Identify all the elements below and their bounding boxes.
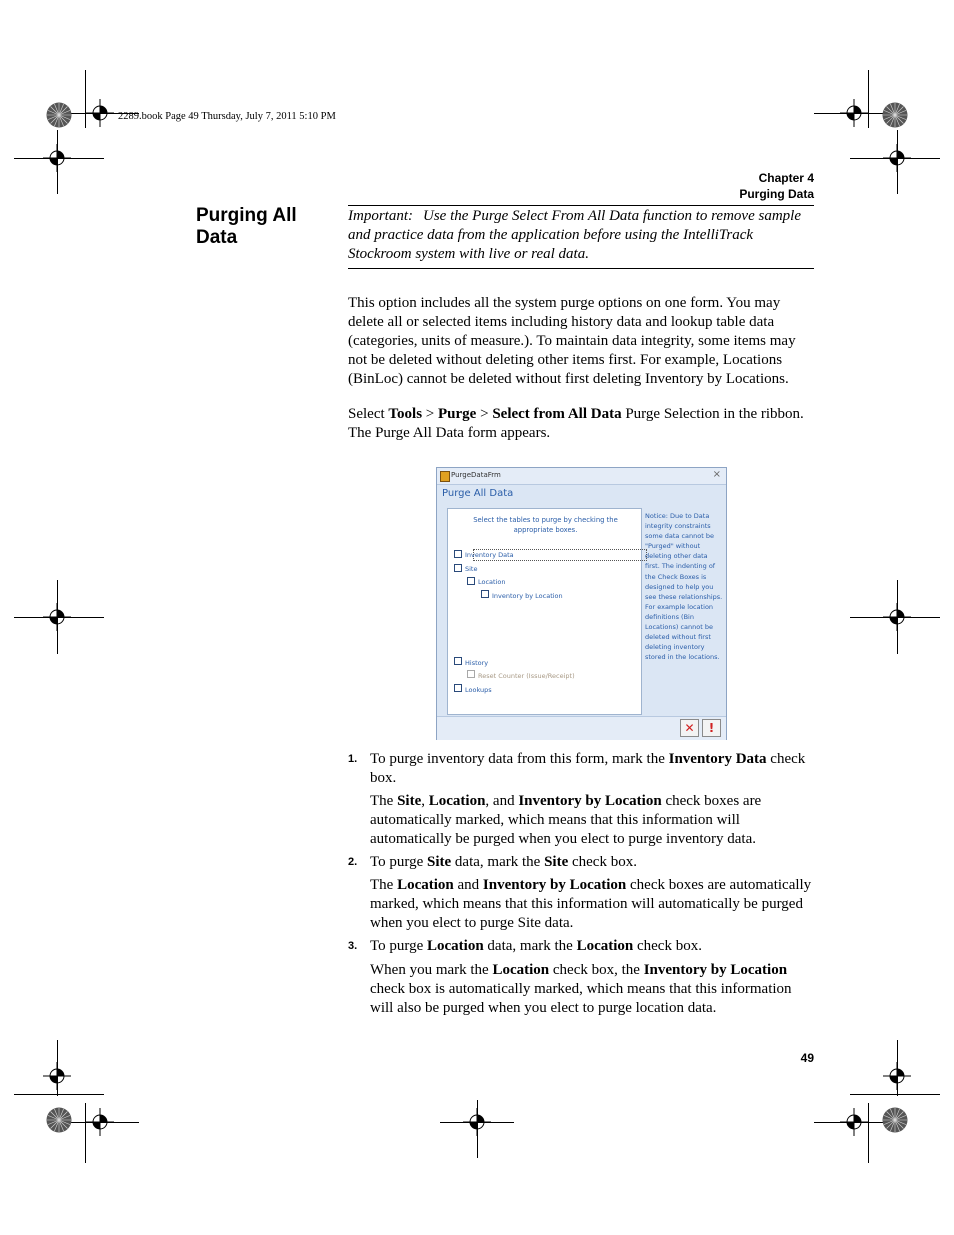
inventory-by-location-checkbox[interactable] xyxy=(481,590,489,598)
registration-mark-icon xyxy=(86,99,114,127)
app-icon xyxy=(440,471,450,482)
registration-mark-icon xyxy=(883,1062,911,1090)
important-label: Important: xyxy=(348,208,413,224)
header-rule xyxy=(348,205,814,206)
step-1-number: 1. xyxy=(348,753,358,765)
step-1-note: The Site, Location, and Inventory by Location check boxes are automatically marked, which means that this information will automatically be purged when you elect to purge inventory data. xyxy=(370,793,762,847)
step-1-text: To purge inventory data from this form, mark the Inventory Data check box. xyxy=(370,751,806,786)
close-icon[interactable]: × xyxy=(712,469,721,480)
running-head-section: Purging Data xyxy=(739,187,814,201)
color-target-icon xyxy=(882,1107,908,1133)
location-checkbox[interactable] xyxy=(467,577,475,585)
page-number: 49 xyxy=(800,1051,814,1065)
location-label: Location xyxy=(478,578,506,586)
registration-mark-icon xyxy=(43,603,71,631)
cancel-button[interactable]: ✕ xyxy=(680,719,699,737)
registration-mark-icon xyxy=(86,1108,114,1136)
history-checkbox[interactable] xyxy=(454,657,462,665)
inventory-by-location-label: Inventory by Location xyxy=(492,592,563,600)
print-slug: 2289.book Page 49 Thursday, July 7, 2011 5:10 PM xyxy=(118,111,336,122)
registration-mark-icon xyxy=(43,1062,71,1090)
running-head-chapter: Chapter 4 xyxy=(758,171,814,185)
step-3-number: 3. xyxy=(348,940,358,952)
menu-path-purge: Purge xyxy=(438,406,477,422)
checkbox-panel xyxy=(447,508,642,715)
registration-mark-icon xyxy=(463,1108,491,1136)
step-2-text: To purge Site data, mark the Site check box. xyxy=(370,854,637,870)
dialog-instructions: Select the tables to purge by checking the appropriate boxes. xyxy=(473,516,618,534)
registration-mark-icon xyxy=(883,603,911,631)
step-3-text: To purge Location data, mark the Location check box. xyxy=(370,938,702,954)
site-label: Site xyxy=(465,565,478,573)
color-target-icon xyxy=(882,102,908,128)
step-3-note: When you mark the Location check box, the Inventory by Location check box is automatically marked, which means that this information will also be purged when you elect to purge location data. xyxy=(370,962,792,1016)
important-note xyxy=(348,207,814,264)
color-target-icon xyxy=(46,102,72,128)
registration-mark-icon xyxy=(840,1108,868,1136)
dialog-window-title: PurgeDataFrm xyxy=(451,471,501,479)
site-checkbox[interactable] xyxy=(454,564,462,572)
important-text: Use the Purge Select From All Data function to remove sample and practice data from the application before using the IntelliTrack Stockroom system with live or real data. xyxy=(348,208,801,262)
lookups-label: Lookups xyxy=(465,686,492,694)
run-purge-button[interactable]: ! xyxy=(702,719,721,737)
section-heading: Purging All Data xyxy=(196,205,297,248)
registration-mark-icon xyxy=(883,144,911,172)
intro-paragraph: This option includes all the system purge options on one form. You may delete all or selected items including history data and lookup table data (categories, units of measure.). To maintain data integrity, some items may not be deleted without deleting other items first. For example, Locations (BinLoc) cannot be deleted without first deleting Inventory by Locations. xyxy=(348,295,796,387)
menu-path-tools: Tools xyxy=(388,406,423,422)
inventory-data-label: Inventory Data xyxy=(465,551,514,559)
reset-counter-checkbox xyxy=(467,670,475,678)
color-target-icon xyxy=(46,1107,72,1133)
registration-mark-icon xyxy=(840,99,868,127)
registration-mark-icon xyxy=(43,144,71,172)
form-title: Purge All Data xyxy=(442,488,514,499)
dialog-button-bar xyxy=(437,716,726,740)
lookups-checkbox[interactable] xyxy=(454,684,462,692)
step-2-note: The Location and Inventory by Location check boxes are automatically marked, which means that this information will automatically be purged when you elect to purge Site data. xyxy=(370,877,812,931)
step-2-number: 2. xyxy=(348,856,358,868)
menu-path-select-all: Select from All Data xyxy=(492,406,622,422)
instruction-paragraph: Select Tools > Purge > Select from All Data Purge Selection in the ribbon. The Purge All Data form appears. xyxy=(348,406,804,441)
dialog-titlebar xyxy=(437,468,726,485)
note-rule xyxy=(348,268,814,269)
reset-counter-label: Reset Counter (Issue/Receipt) xyxy=(478,672,575,680)
purge-all-data-dialog xyxy=(436,467,727,740)
history-label: History xyxy=(465,659,489,667)
inventory-data-checkbox[interactable] xyxy=(454,550,462,558)
integrity-notice: Notice: Due to Data integrity constraints some data cannot be "Purged" without deleting other data first. The indenting of the Check Boxes is designed to help you see these relationships. For example location definitions (Bin Locations) cannot be deleted without first deleting inventory stored in the locations. xyxy=(645,512,723,662)
